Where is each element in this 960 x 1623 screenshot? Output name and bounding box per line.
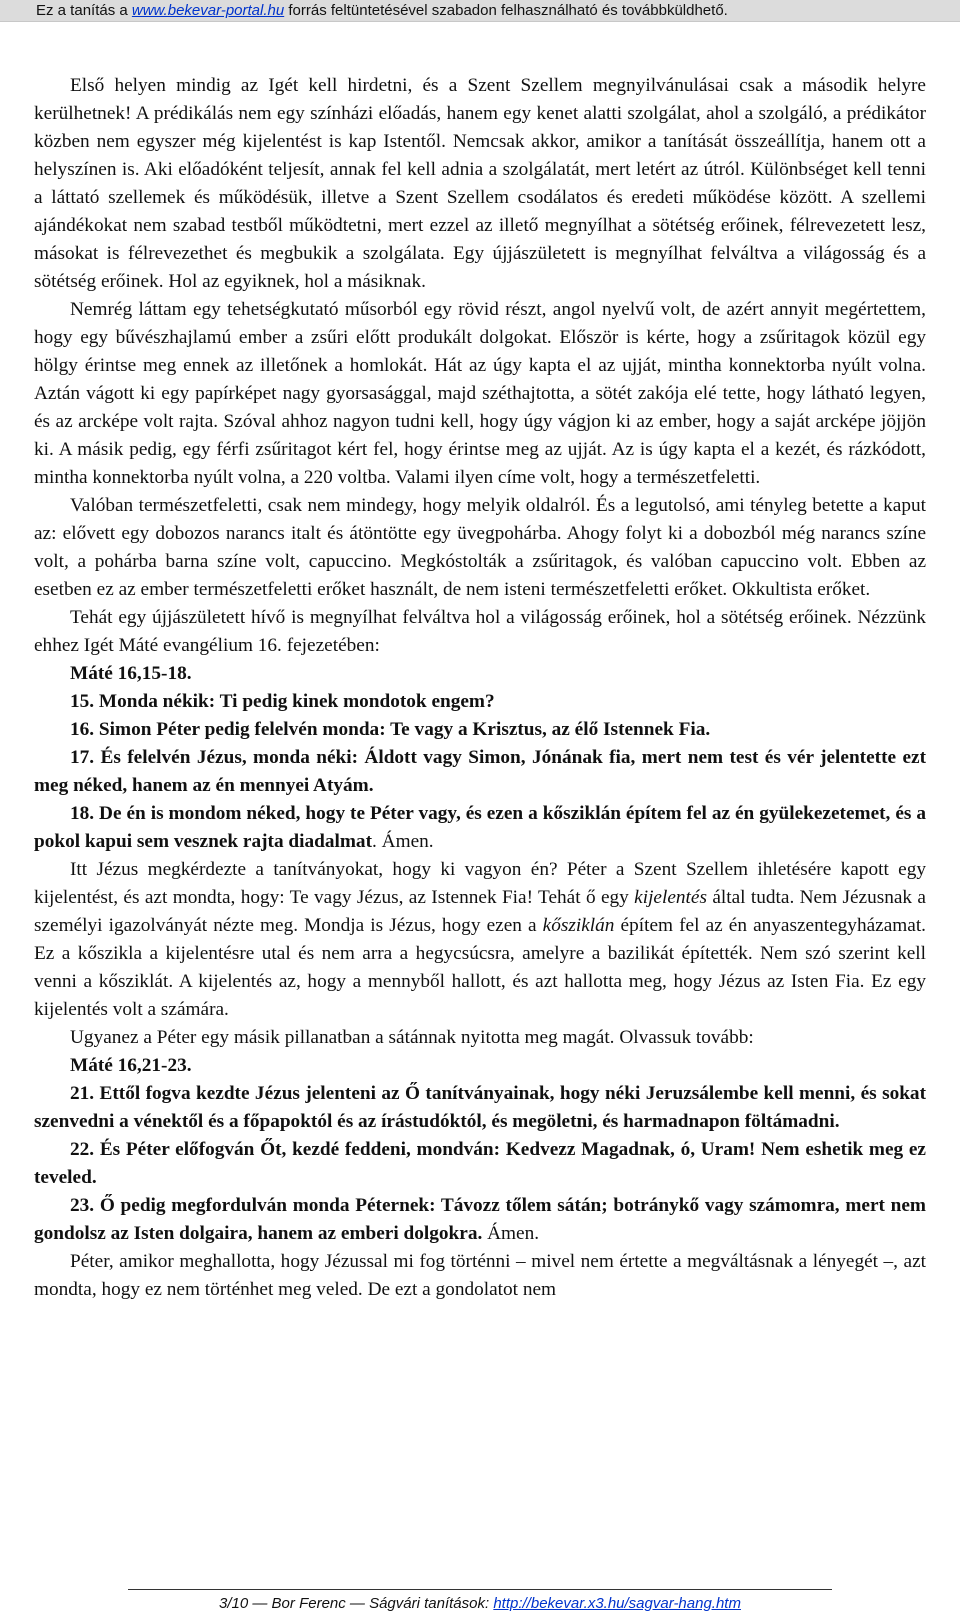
paragraph-4: Tehát egy újjászületett hívő is megnyílhat felváltva hol a világosság erőinek, hol a sötétség erőinek. Nézzünk ehhez Igét Máté evangélium 16. fejezetében:: [34, 607, 926, 656]
header-link[interactable]: www.bekevar-portal.hu: [131, 2, 285, 19]
paragraph-3: Valóban természetfeletti, csak nem mindegy, hogy melyik oldalról. És a legutolsó, ami tényleg betette a kaput az: elővett egy dobozos narancs italt és átöntötte egy üvegpohárba. Ahogy folyt ki a dobozból még narancs színe volt, a pohárba barna színe volt, capuccino. Megkóstolták a zsűritagok, és valóban capuccino volt. Ebben az esetben ez az ember természetfeletti erőket használt, de nem isteni természetfeletti erőket. Okkultista erőket.: [34, 495, 926, 600]
paragraph-1: Első helyen mindig az Igét kell hirdetni, és a Szent Szellem megnyilvánulásai csak a második helyre kerülhetnek! A prédikálás nem egy színházi előadás, hanem egy kenet alatti szolgálat, ahol a szolgáló, a prédikátor közben nem egyszer még kijelentést is kap Istentől. Nemcsak akkor, amikor a tanítását összeállítja, hanem ott a helyszínen is. Aki előadóként teljesít, annak fel kell adnia a szolgálatát, mert letért az útról. Különbséget kell tenni a láttató szellemek és működésük, illetve a Szent Szellem csodálatos és eredeti működése között. A szellemi ajándékokat nem szabad testből működtetni, mert ezzel az illető megnyílhat a sötétség erőinek, félrevezetett lesz, másokat is félrevezethet és megbukik a szolgálata. Egy újjászületett is megnyílhat felváltva a világosság és a sötétség erőinek. Hol az egyiknek, hol a másiknak.: [34, 75, 926, 292]
italic-kijelentes: kijelentés: [634, 887, 707, 908]
verse-17: 17. És felelvén Jézus, monda néki: Áldott vagy Simon, Jónának fia, mert nem test és vér jelentette ezt meg néked, hanem az én mennyei Atyám.: [34, 747, 926, 796]
verse-16: 16. Simon Péter pedig felelvén monda: Te vagy a Krisztus, az élő Istennek Fia.: [70, 719, 711, 740]
footer-divider: [128, 1589, 832, 1590]
footer-author: — Bor Ferenc — Ságvári tanítások:: [248, 1595, 494, 1612]
scripture-ref-1: Máté 16,15-18.: [70, 663, 192, 684]
paragraph-5: Itt Jézus megkérdezte a tanítványokat, hogy ki vagyon én? Péter a Szent Szellem ihletésére kapott egy kijelentést, és azt mondta, hogy: Te vagy Jézus, az Istennek Fia! Tehát ő egy kijelentés által tudta. Nem Jézusnak a személyi igazolványát nézte meg. Mondja is Jézus, hogy ezen a kősziklán építem fel az én anyaszentegyházamat. Ez a kőszikla a kijelentésre utal és nem arra a hegycsúcsra, amelyre a bazilikát építették. Nem szó szerint kell venni a kősziklát. A kijelentés az, hogy a mennyből hallott, és azt hallotta meg, hogy Jézus az Isten Fia. Ez egy kijelentés volt a számára.: [34, 859, 926, 1020]
page-footer: [0, 1589, 960, 1623]
paragraph-6: Ugyanez a Péter egy másik pillanatban a sátánnak nyitotta meg magát. Olvassuk tovább:: [70, 1027, 754, 1048]
scripture-ref-2: Máté 16,21-23.: [70, 1055, 192, 1076]
header-notice: [0, 0, 960, 22]
header-suffix: forrás feltüntetésével szabadon felhasználható és továbbküldhető.: [284, 2, 728, 19]
paragraph-7: Péter, amikor meghallotta, hogy Jézussal mi fog történni – mivel nem értette a megváltásnak a lényegét –, azt mondta, hogy ez nem történhet meg veled. De ezt a gondolatot nem: [34, 1251, 926, 1300]
verse-15: 15. Monda nékik: Ti pedig kinek mondotok engem?: [70, 691, 495, 712]
verse-21: 21. Ettől fogva kezdte Jézus jelenteni az Ő tanítványainak, hogy néki Jeruzsálembe kell menni, és sokat szenvedni a vénektől és a főpapoktól és az írástudóktól, és megöletni, és harmadnapon föltámadni.: [34, 1083, 926, 1132]
italic-koszikla: kősziklán: [542, 915, 615, 936]
header-prefix: Ez a tanítás a: [36, 2, 132, 19]
paragraph-2: Nemrég láttam egy tehetségkutató műsorból egy rövid részt, angol nyelvű volt, de azért annyit megértettem, hogy egy bűvészhajlamú ember a zsűri előtt produkált dolgokat. Először is kérte, hogy a zsűritagok közül egy hölgy érintse meg ennek az illetőnek a homlokát. Hát az úgy kapta el az ujját, mintha konnektorba nyúlt volna. Aztán vágott ki egy papírképet nagy gyorsasággal, majd széthajtotta, a sötét zakója elé tette, hogy látható legyen, és az arcképe volt rajta. Szóval ahhoz nagyon tudni kell, hogy úgy vágjon ki az ember, hogy a saját arcképe jöjjön ki. A másik pedig, egy férfi zsűritagot kért fel, hogy érintse meg az ujját. Az is úgy kapta el a kezét, és rázkódott, mintha konnektorba nyúlt volna, a 220 voltba. Valami ilyen címe volt, hogy a természetfeletti.: [34, 299, 926, 488]
page-number: 3/10: [219, 1595, 249, 1612]
verse-22: 22. És Péter előfogván Őt, kezdé feddeni, mondván: Kedvezz Magadnak, ó, Uram! Nem eshetik meg ez teveled.: [34, 1139, 926, 1188]
document-body: [34, 72, 926, 1304]
verse-18: 18. De én is mondom néked, hogy te Péter vagy, és ezen a kősziklán építem fel az én gyülekezetemet, és a pokol kapui sem vesznek rajta diadalmat. Ámen.: [34, 803, 926, 852]
footer-link[interactable]: http://bekevar.x3.hu/sagvar-hang.htm: [493, 1595, 741, 1612]
verse-23: 23. Ő pedig megfordulván monda Péternek: Távozz tőlem sátán; botránykő vagy számomra, mert nem gondolsz az Isten dolgaira, hanem az emberi dolgokra. Ámen.: [34, 1195, 926, 1244]
footer-line: [0, 1595, 960, 1612]
